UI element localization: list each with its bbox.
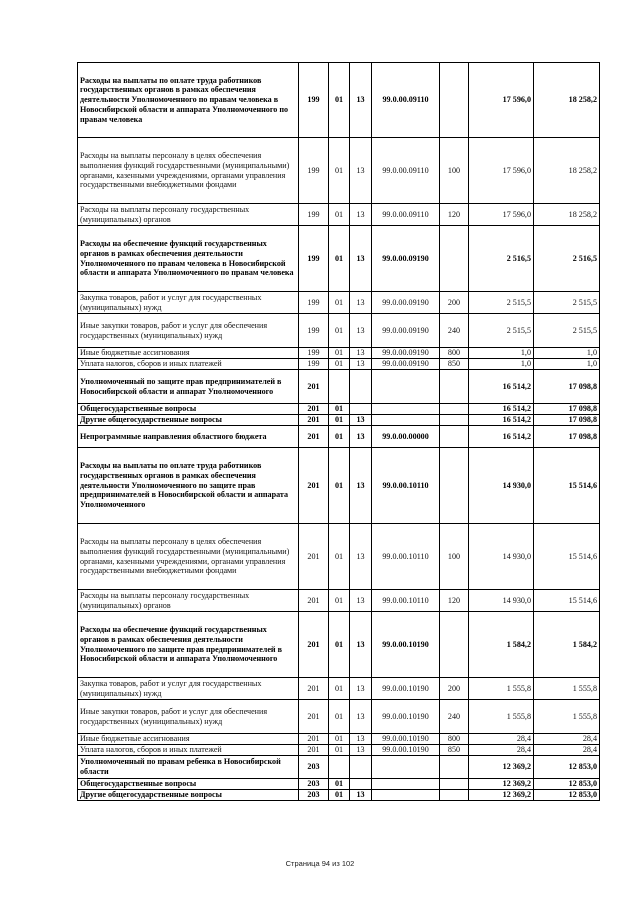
- cell-target-article: [372, 415, 440, 426]
- table-row: [78, 612, 600, 678]
- cell-amount-year2: 12 853,0: [534, 779, 600, 790]
- row-name: Расходы на выплаты персоналу в целях обеспечения выполнения функций государственными (муниципальными) органами, казенными учреждениями, органами управления государственными внебюджетными фондами: [78, 524, 299, 590]
- cell-target-article: 99.0.00.10110: [372, 448, 440, 524]
- cell-subsection: 13: [350, 745, 372, 756]
- row-name: Общегосударственные вопросы: [78, 779, 299, 790]
- cell-amount-year2: 1,0: [534, 348, 600, 359]
- row-name: Расходы на обеспечение функций государственных органов в рамках обеспечения деятельности Уполномоченного по защите прав предпринимателей в Новосибирской области и аппарата Уполномоченного: [78, 612, 299, 678]
- cell-section: 01: [329, 734, 350, 745]
- row-name: Расходы на обеспечение функций государственных органов в рамках обеспечения деятельности Уполномоченного по правам человека в Новосибирской области и аппарата Уполномоченного по правам человека: [78, 226, 299, 292]
- cell-target-article: [372, 756, 440, 779]
- row-name: Иные закупки товаров, работ и услуг для обеспечения государственных (муниципальных) нужд: [78, 700, 299, 734]
- row-name: Иные бюджетные ассигнования: [78, 348, 299, 359]
- cell-amount-year1: 16 514,2: [469, 370, 534, 404]
- cell-target-article: 99.0.00.10190: [372, 734, 440, 745]
- table-row: [78, 292, 600, 314]
- cell-section: [329, 370, 350, 404]
- cell-amount-year2: 15 514,6: [534, 448, 600, 524]
- cell-expense-type: 240: [440, 314, 469, 348]
- cell-target-article: 99.0.00.09190: [372, 359, 440, 370]
- cell-expense-type: [440, 756, 469, 779]
- row-name: Уплата налогов, сборов и иных платежей: [78, 745, 299, 756]
- cell-amount-year2: 1 555,8: [534, 678, 600, 700]
- cell-section: 01: [329, 226, 350, 292]
- cell-target-article: [372, 779, 440, 790]
- cell-expense-type: [440, 779, 469, 790]
- cell-amount-year2: 15 514,6: [534, 590, 600, 612]
- page-footer: Страница 94 из 102: [285, 859, 355, 868]
- cell-section: 01: [329, 204, 350, 226]
- cell-target-article: 99.0.00.09110: [372, 204, 440, 226]
- cell-subsection: 13: [350, 226, 372, 292]
- cell-grbs: 199: [299, 314, 329, 348]
- cell-target-article: [372, 790, 440, 801]
- table-row: [78, 678, 600, 700]
- cell-amount-year2: 2 516,5: [534, 226, 600, 292]
- table-row: [78, 756, 600, 779]
- cell-expense-type: 800: [440, 734, 469, 745]
- table-row: [78, 415, 600, 426]
- cell-target-article: 99.0.00.09190: [372, 314, 440, 348]
- cell-target-article: [372, 370, 440, 404]
- cell-section: 01: [329, 314, 350, 348]
- cell-section: 01: [329, 590, 350, 612]
- cell-subsection: 13: [350, 734, 372, 745]
- row-name: Расходы на выплаты по оплате труда работников государственных органов в рамках обеспечения деятельности Уполномоченного по правам человека в Новосибирской области и аппарата Уполномоченного по правам человека: [78, 63, 299, 138]
- cell-amount-year1: 1 555,8: [469, 700, 534, 734]
- cell-grbs: 199: [299, 63, 329, 138]
- cell-expense-type: [440, 790, 469, 801]
- cell-target-article: 99.0.00.09190: [372, 292, 440, 314]
- cell-amount-year1: 12 369,2: [469, 790, 534, 801]
- cell-grbs: 201: [299, 524, 329, 590]
- cell-subsection: 13: [350, 524, 372, 590]
- cell-section: 01: [329, 700, 350, 734]
- cell-subsection: 13: [350, 359, 372, 370]
- cell-subsection: 13: [350, 415, 372, 426]
- cell-section: 01: [329, 426, 350, 448]
- cell-subsection: 13: [350, 678, 372, 700]
- table-row: [78, 426, 600, 448]
- cell-subsection: 13: [350, 426, 372, 448]
- cell-amount-year2: 2 515,5: [534, 292, 600, 314]
- cell-section: 01: [329, 292, 350, 314]
- cell-section: 01: [329, 745, 350, 756]
- cell-amount-year2: 15 514,6: [534, 524, 600, 590]
- cell-amount-year2: 1,0: [534, 359, 600, 370]
- cell-expense-type: 240: [440, 700, 469, 734]
- cell-subsection: [350, 370, 372, 404]
- cell-amount-year1: 14 930,0: [469, 590, 534, 612]
- table-row: [78, 590, 600, 612]
- table-row: [78, 779, 600, 790]
- table-row: [78, 359, 600, 370]
- cell-grbs: 201: [299, 700, 329, 734]
- cell-amount-year1: 2 515,5: [469, 314, 534, 348]
- cell-amount-year1: 12 369,2: [469, 756, 534, 779]
- cell-subsection: 13: [350, 700, 372, 734]
- cell-section: 01: [329, 790, 350, 801]
- cell-grbs: 201: [299, 370, 329, 404]
- cell-amount-year2: 17 098,8: [534, 370, 600, 404]
- cell-grbs: 201: [299, 734, 329, 745]
- cell-section: 01: [329, 63, 350, 138]
- table-body: [78, 63, 600, 801]
- cell-amount-year1: 17 596,0: [469, 138, 534, 204]
- cell-grbs: 201: [299, 612, 329, 678]
- cell-subsection: 13: [350, 204, 372, 226]
- cell-grbs: 203: [299, 790, 329, 801]
- cell-amount-year1: 1 555,8: [469, 678, 534, 700]
- cell-amount-year1: 14 930,0: [469, 448, 534, 524]
- cell-expense-type: 200: [440, 678, 469, 700]
- row-name: Закупка товаров, работ и услуг для государственных (муниципальных) нужд: [78, 678, 299, 700]
- cell-subsection: 13: [350, 448, 372, 524]
- cell-section: [329, 756, 350, 779]
- cell-subsection: 13: [350, 612, 372, 678]
- row-name: Уполномоченный по защите прав предпринимателей в Новосибирской области и аппарат Уполномоченного: [78, 370, 299, 404]
- cell-subsection: 13: [350, 790, 372, 801]
- cell-target-article: 99.0.00.09110: [372, 63, 440, 138]
- cell-amount-year1: 12 369,2: [469, 779, 534, 790]
- row-name: Иные бюджетные ассигнования: [78, 734, 299, 745]
- cell-amount-year2: 1 555,8: [534, 700, 600, 734]
- table-row: [78, 448, 600, 524]
- cell-expense-type: 200: [440, 292, 469, 314]
- cell-expense-type: [440, 415, 469, 426]
- cell-section: 01: [329, 138, 350, 204]
- cell-expense-type: 100: [440, 524, 469, 590]
- table-row: [78, 63, 600, 138]
- cell-target-article: 99.0.00.09110: [372, 138, 440, 204]
- cell-section: 01: [329, 448, 350, 524]
- cell-grbs: 199: [299, 359, 329, 370]
- cell-section: 01: [329, 612, 350, 678]
- cell-expense-type: 850: [440, 745, 469, 756]
- row-name: Закупка товаров, работ и услуг для государственных (муниципальных) нужд: [78, 292, 299, 314]
- cell-grbs: 201: [299, 448, 329, 524]
- table-row: [78, 138, 600, 204]
- row-name: Общегосударственные вопросы: [78, 404, 299, 415]
- cell-expense-type: 850: [440, 359, 469, 370]
- cell-grbs: 201: [299, 745, 329, 756]
- cell-section: 01: [329, 678, 350, 700]
- cell-grbs: 201: [299, 590, 329, 612]
- cell-expense-type: [440, 226, 469, 292]
- table-row: [78, 524, 600, 590]
- cell-grbs: 201: [299, 404, 329, 415]
- cell-section: 01: [329, 404, 350, 415]
- cell-expense-type: [440, 426, 469, 448]
- cell-grbs: 201: [299, 426, 329, 448]
- cell-grbs: 199: [299, 292, 329, 314]
- cell-target-article: 99.0.00.10190: [372, 745, 440, 756]
- cell-section: 01: [329, 415, 350, 426]
- cell-amount-year1: 16 514,2: [469, 426, 534, 448]
- table-row: [78, 204, 600, 226]
- cell-amount-year1: 16 514,2: [469, 415, 534, 426]
- cell-subsection: [350, 779, 372, 790]
- row-name: Расходы на выплаты по оплате труда работников государственных органов в рамках обеспечения деятельности Уполномоченного по защите прав предпринимателей в Новосибирской области и аппарата Уполномоченного: [78, 448, 299, 524]
- cell-grbs: 201: [299, 678, 329, 700]
- cell-expense-type: [440, 404, 469, 415]
- cell-amount-year2: 17 098,8: [534, 415, 600, 426]
- table-row: [78, 745, 600, 756]
- cell-grbs: 203: [299, 756, 329, 779]
- cell-amount-year1: 16 514,2: [469, 404, 534, 415]
- cell-amount-year1: 2 515,5: [469, 292, 534, 314]
- cell-amount-year2: 17 098,8: [534, 404, 600, 415]
- cell-amount-year2: 28,4: [534, 745, 600, 756]
- cell-target-article: 99.0.00.09190: [372, 226, 440, 292]
- cell-amount-year2: 12 853,0: [534, 756, 600, 779]
- cell-subsection: 13: [350, 314, 372, 348]
- cell-amount-year1: 17 596,0: [469, 63, 534, 138]
- cell-section: 01: [329, 359, 350, 370]
- cell-subsection: [350, 404, 372, 415]
- table-row: [78, 404, 600, 415]
- row-name: Расходы на выплаты персоналу государственных (муниципальных) органов: [78, 590, 299, 612]
- cell-grbs: 203: [299, 779, 329, 790]
- cell-target-article: 99.0.00.00000: [372, 426, 440, 448]
- row-name: Другие общегосударственные вопросы: [78, 790, 299, 801]
- row-name: Другие общегосударственные вопросы: [78, 415, 299, 426]
- cell-target-article: 99.0.00.10110: [372, 524, 440, 590]
- cell-amount-year2: 17 098,8: [534, 426, 600, 448]
- cell-amount-year2: 28,4: [534, 734, 600, 745]
- cell-grbs: 199: [299, 204, 329, 226]
- cell-expense-type: [440, 370, 469, 404]
- row-name: Иные закупки товаров, работ и услуг для обеспечения государственных (муниципальных) нужд: [78, 314, 299, 348]
- cell-subsection: 13: [350, 292, 372, 314]
- cell-expense-type: 800: [440, 348, 469, 359]
- cell-amount-year1: 17 596,0: [469, 204, 534, 226]
- cell-subsection: 13: [350, 348, 372, 359]
- cell-grbs: 199: [299, 138, 329, 204]
- cell-subsection: 13: [350, 138, 372, 204]
- cell-expense-type: [440, 612, 469, 678]
- table-row: [78, 226, 600, 292]
- cell-grbs: 199: [299, 348, 329, 359]
- cell-amount-year2: 18 258,2: [534, 63, 600, 138]
- table-row: [78, 348, 600, 359]
- cell-expense-type: 120: [440, 590, 469, 612]
- cell-grbs: 199: [299, 226, 329, 292]
- cell-target-article: 99.0.00.10190: [372, 678, 440, 700]
- row-name: Уплата налогов, сборов и иных платежей: [78, 359, 299, 370]
- cell-expense-type: 120: [440, 204, 469, 226]
- cell-target-article: 99.0.00.09190: [372, 348, 440, 359]
- table-row: [78, 314, 600, 348]
- cell-amount-year1: 28,4: [469, 745, 534, 756]
- cell-amount-year1: 14 930,0: [469, 524, 534, 590]
- cell-target-article: 99.0.00.10110: [372, 590, 440, 612]
- budget-table: [77, 62, 600, 801]
- cell-subsection: 13: [350, 63, 372, 138]
- cell-subsection: 13: [350, 590, 372, 612]
- table-row: [78, 370, 600, 404]
- row-name: Расходы на выплаты персоналу государственных (муниципальных) органов: [78, 204, 299, 226]
- cell-section: 01: [329, 524, 350, 590]
- table-row: [78, 700, 600, 734]
- cell-amount-year2: 2 515,5: [534, 314, 600, 348]
- cell-expense-type: [440, 448, 469, 524]
- cell-amount-year1: 1,0: [469, 348, 534, 359]
- cell-amount-year2: 1 584,2: [534, 612, 600, 678]
- cell-amount-year2: 18 258,2: [534, 138, 600, 204]
- cell-grbs: 201: [299, 415, 329, 426]
- table-row: [78, 790, 600, 801]
- table-row: [78, 734, 600, 745]
- cell-target-article: 99.0.00.10190: [372, 700, 440, 734]
- row-name: Уполномоченный по правам ребенка в Новосибирской области: [78, 756, 299, 779]
- cell-expense-type: 100: [440, 138, 469, 204]
- cell-section: 01: [329, 779, 350, 790]
- cell-section: 01: [329, 348, 350, 359]
- row-name: Расходы на выплаты персоналу в целях обеспечения выполнения функций государственными (муниципальными) органами, казенными учреждениями, органами управления государственными внебюджетными фондами: [78, 138, 299, 204]
- cell-amount-year1: 2 516,5: [469, 226, 534, 292]
- cell-target-article: 99.0.00.10190: [372, 612, 440, 678]
- cell-expense-type: [440, 63, 469, 138]
- cell-amount-year1: 1 584,2: [469, 612, 534, 678]
- cell-target-article: [372, 404, 440, 415]
- cell-amount-year2: 12 853,0: [534, 790, 600, 801]
- cell-subsection: [350, 756, 372, 779]
- cell-amount-year1: 1,0: [469, 359, 534, 370]
- cell-amount-year2: 18 258,2: [534, 204, 600, 226]
- cell-amount-year1: 28,4: [469, 734, 534, 745]
- row-name: Непрограммные направления областного бюджета: [78, 426, 299, 448]
